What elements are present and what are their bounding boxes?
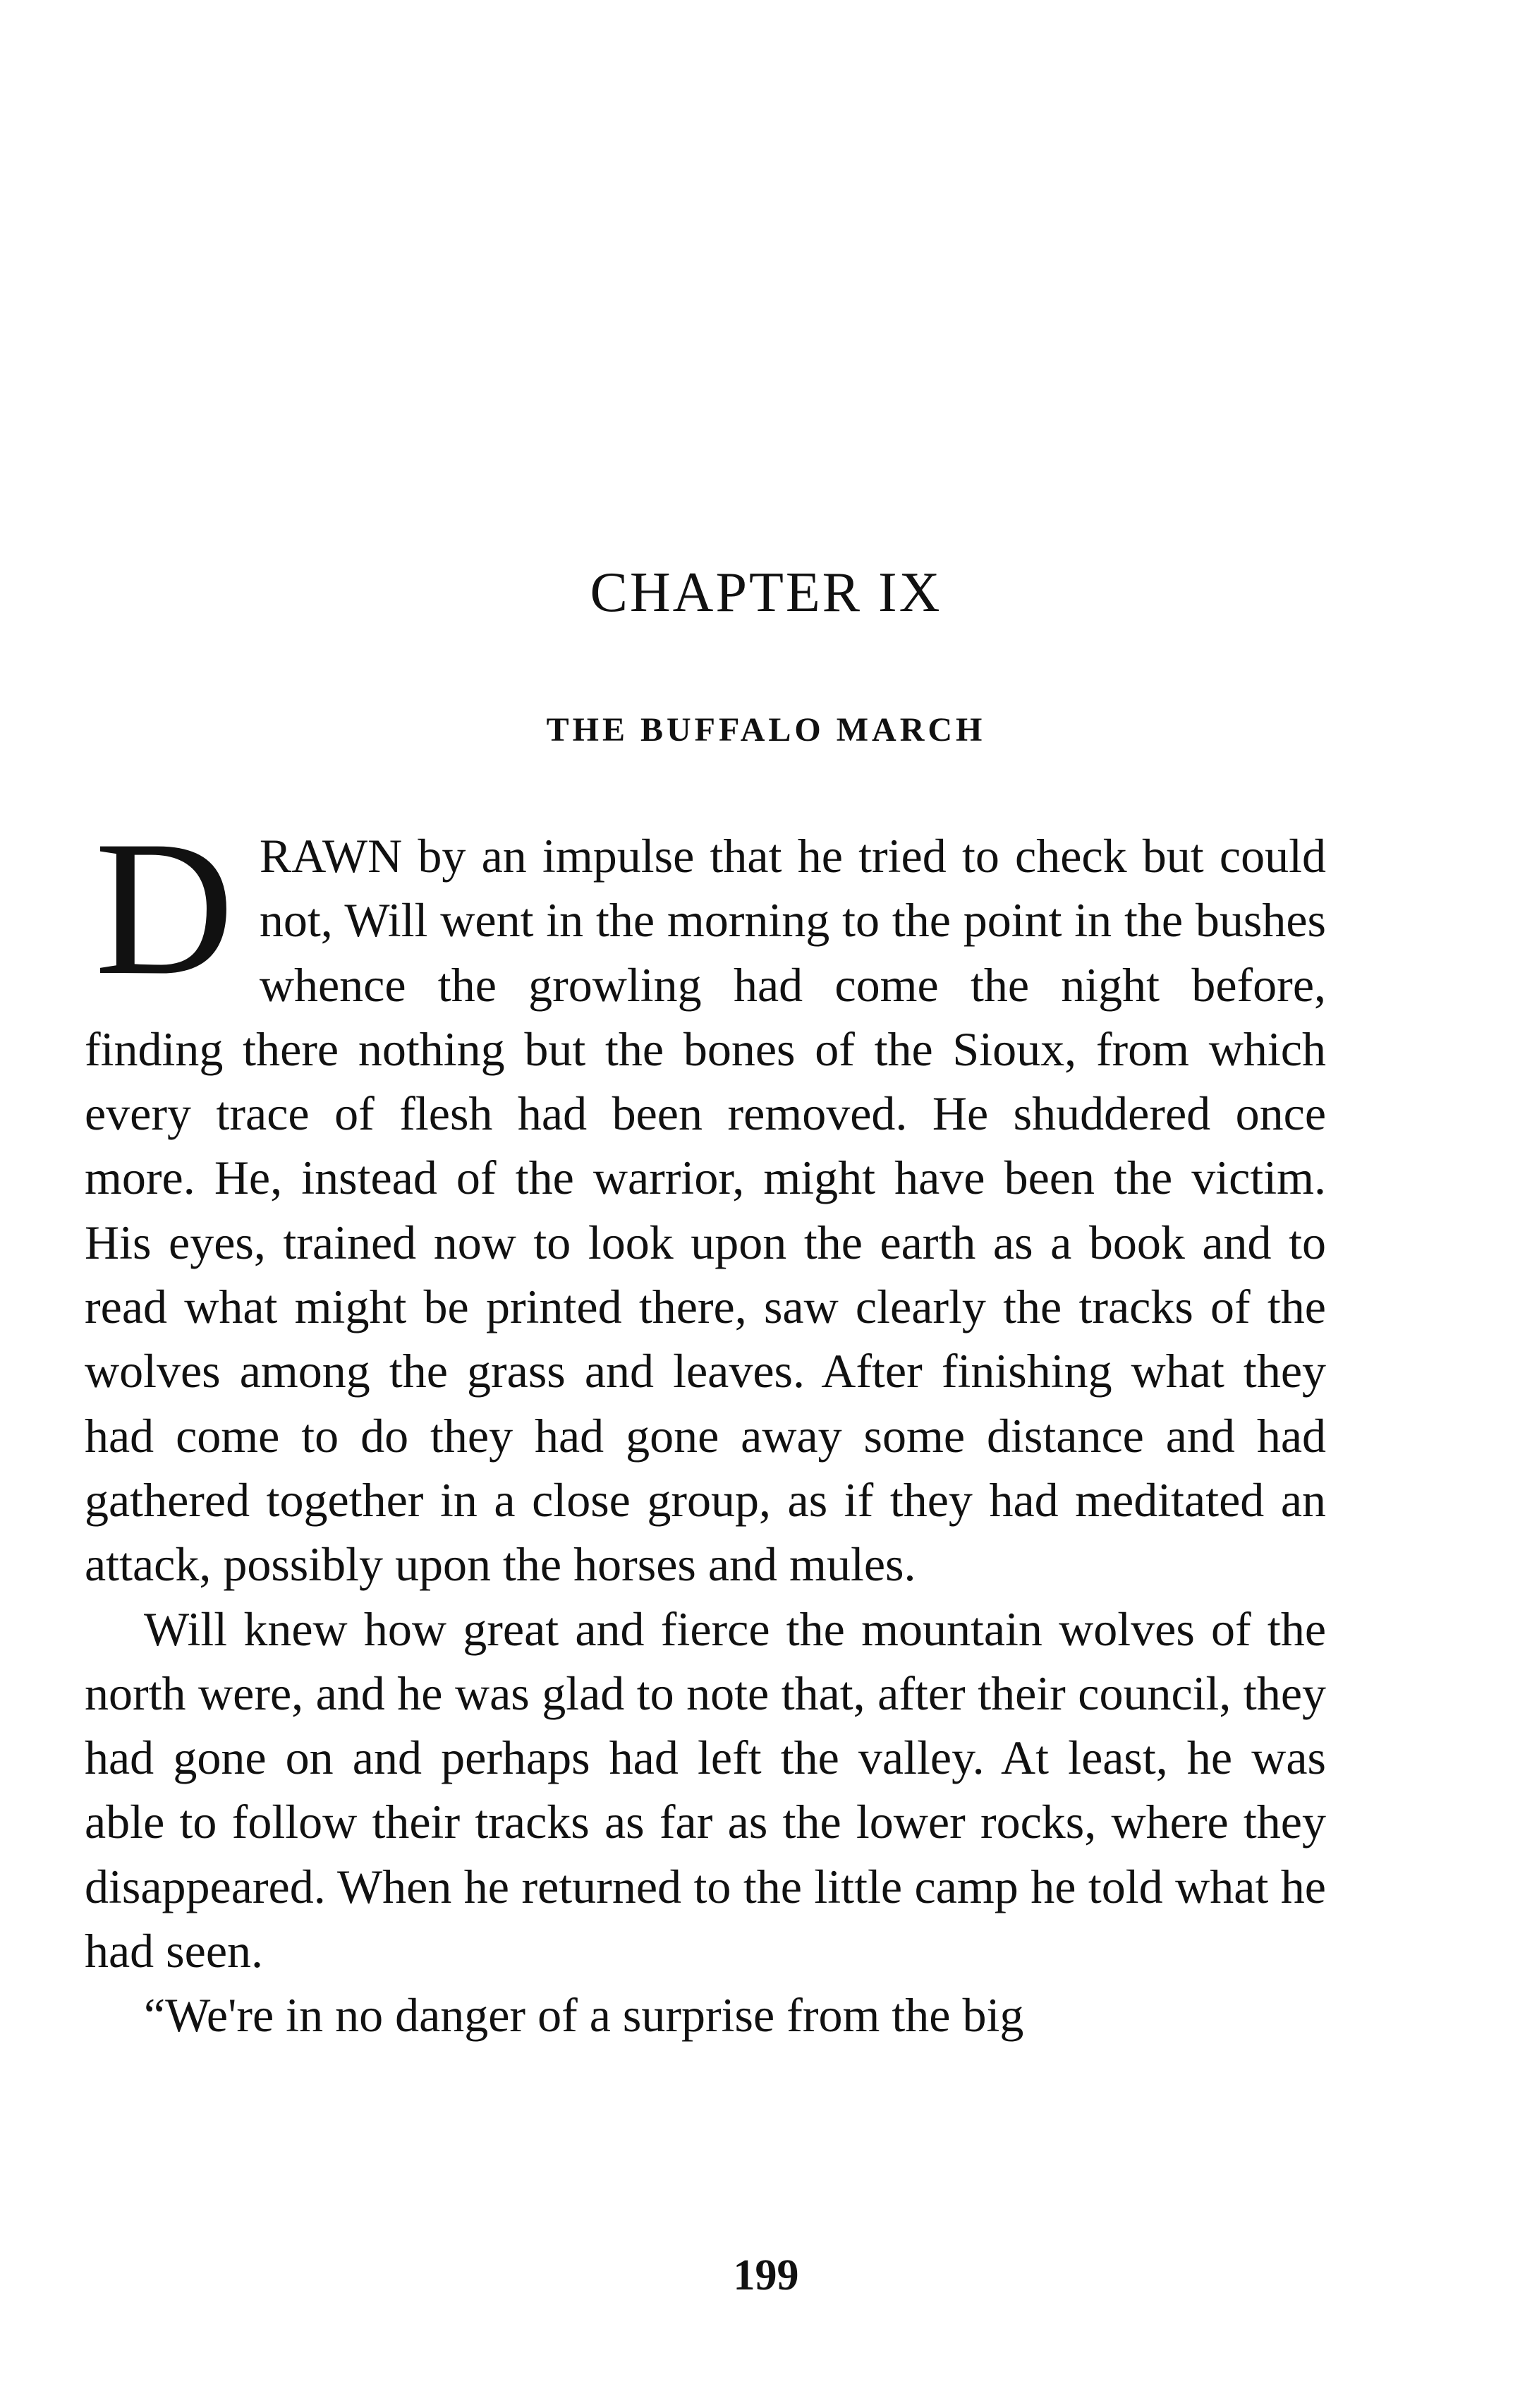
drop-cap-initial: D: [95, 801, 234, 1015]
chapter-title: THE BUFFALO MARCH: [546, 711, 986, 749]
paragraph-3: “We're in no danger of a surprise from the big: [144, 1988, 1024, 2043]
chapter-body: [85, 801, 1326, 2048]
page-number: 199: [733, 2251, 799, 2299]
chapter-heading: CHAPTER IX: [590, 562, 942, 624]
paragraph-1-text: RAWN by an impulse that he tried to check but could not, Will went in the morning to the point in the bushes whence the growling had come the night before, finding there nothing but the bones of the Sioux, from which every trace of flesh had been removed. He shuddered once more. He, instead of the warrior, might have been the victim. His eyes, trained now to look upon the earth as a book and to read what might be printed there, saw clearly the tracks of the wolves among the grass and leaves. After finishing what they had come to do they had gone away some distance and had gathered together in a close group, as if they had meditated an attack, possibly upon the horses and mules.: [85, 829, 1326, 1592]
paragraph-2: Will knew how great and fierce the mountain wolves of the north were, and he was glad to note that, after their council, they had gone on and perhaps had left the valley. At least, he was able to follow their tracks as far as the lower rocks, where they disappeared. When he returned to the little camp he told what he had seen.: [85, 1602, 1326, 1978]
paragraph-1: [85, 801, 1326, 1597]
